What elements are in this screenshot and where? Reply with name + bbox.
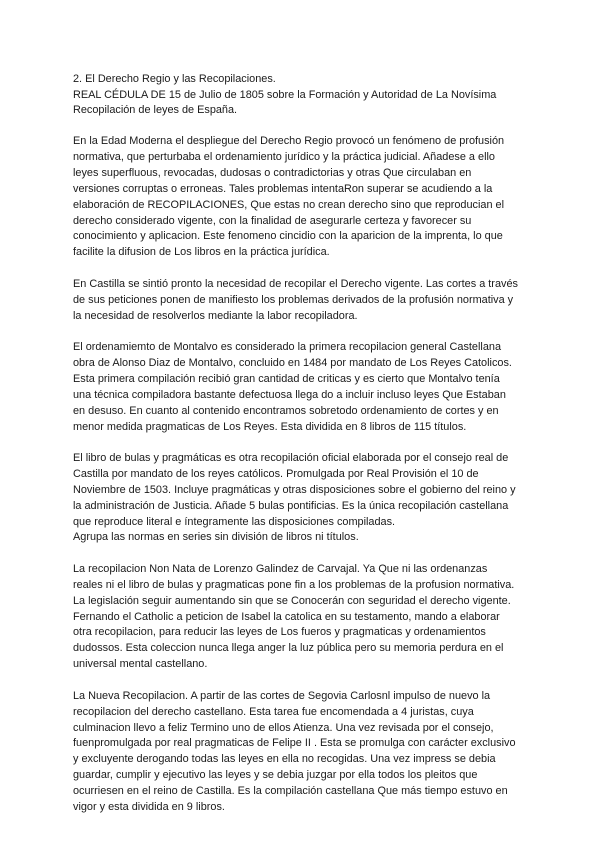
paragraph (73, 340, 540, 435)
paragraph-line: En Castilla se sintió pronto la necesidad de recopilar el Derecho vigente. Las cortes a través (73, 277, 518, 290)
section-title: 2. El Derecho Regio y las Recopilaciones. (73, 73, 276, 85)
paragraph-line: guardar, cumplir y ejecutivo las leyes y se debia juzgar por ella todos los pleitos que (73, 769, 478, 782)
paragraph-line: conocimiento y aplicacion. Este fenomeno cincidio con la aparicion de la imprenta, lo que (73, 230, 503, 243)
paragraph-line: Fernando el Catholic a peticion de Isabel la catolica en su testamento, mando a elaborar (73, 610, 500, 623)
paragraph (73, 277, 540, 325)
paragraph-line: obra de Alonso Diaz de Montalvo, concluido en 1484 por mandato de Los Reyes Catolicos. (73, 356, 512, 369)
paragraph-line: dudossos. Esta coleccion nunca llega anger la luz pública pero su memoria perdura en el (73, 642, 504, 655)
paragraph-line: fuenpromulgada por real pragmaticas de Felipe II . Esta se promulga con carácter exclusivo (73, 737, 516, 750)
paragraph-line: la necesidad de resolverlos mediante la labor recopiladora. (73, 309, 358, 322)
paragraph (73, 562, 540, 673)
paragraph-line: ocurriesen en el reino de Castilla. Es la compilación castellana Que más tiempo estuvo en (73, 785, 508, 798)
paragraph-line: facilite la difusion de Los libros en la práctica jurídica. (73, 246, 330, 259)
paragraph (73, 134, 540, 261)
paragraph-line: una técnica compiladora bastante defectuosa llega do a incluir incluso leyes Que Estaban (73, 388, 506, 401)
subtitle-line: Recopilación de leyes de España. (73, 104, 238, 116)
paragraph-line: reales ni el libro de bulas y pragmaticas pone fin a los problemas de la profusion normativa. (73, 578, 515, 591)
paragraph-line: universal mental castellano. (73, 658, 208, 671)
document-body (73, 134, 540, 816)
paragraph-line: En la Edad Moderna el despliegue del Derecho Regio provocó un fenómeno de profusión (73, 135, 505, 147)
paragraph-line: de sus peticiones ponen de manifiesto los problemas derivados de la profusión normativa y (73, 293, 514, 306)
document-heading (73, 72, 540, 119)
paragraph-line: La recopilacion Non Nata de Lorenzo Galindez de Carvajal. Ya Que ni las ordenanzas (73, 562, 488, 575)
paragraph-line: la administración de Justicia. Añade 5 bulas pontificias. Es la única recopilación castellana (73, 499, 509, 512)
paragraph-line: leyes superfluous, revocadas, dudosas o contradictorias y otras Que circulaban en (73, 166, 472, 179)
paragraph-line: derecho considerado vigente, con la finalidad de asegurarle certeza y favorecer su (73, 214, 472, 227)
paragraph-line: La Nueva Recopilacion. A partir de las cortes de Segovia Carlosnl impulso de nuevo la (73, 689, 491, 702)
paragraph-line: Agrupa las normas en series sin división de libros ni títulos. (73, 531, 359, 544)
paragraph (73, 689, 540, 816)
paragraph-line: Castilla por mandato de los reyes católicos. Promulgada por Real Provisión el 10 de (73, 467, 479, 480)
paragraph-line: versiones corruptas o erroneas. Tales problemas intentaRon superar se acudiendo a la (73, 182, 493, 195)
paragraph-line: y excluyente derogando todas las leyes en ella no recogidas. Una vez impress se debia (73, 753, 496, 766)
paragraph-line: vigor y esta dividida en 9 libros. (73, 801, 225, 814)
paragraph-line: Esta primera compilación recibió gran cantidad de criticas y es cierto que Montalvo tenía (73, 372, 500, 385)
paragraph-line: elaboración de RECOPILACIONES, Que estas no crean derecho sino que reproducian el (73, 198, 505, 211)
paragraph (73, 451, 540, 546)
paragraph-line: El libro de bulas y pragmáticas es otra recopilación oficial elaborada por el consejo real de (73, 451, 509, 464)
paragraph-line: en desuso. En cuanto al contenido encontramos sobretodo ordenamiento de cortes y en (73, 404, 499, 417)
paragraph-line: La legislación seguir aumentando sin que se Conocerán con seguridad el derecho vigente. (73, 594, 511, 607)
paragraph-line: El ordenamiemto de Montalvo es considerado la primera recopilacion general Castellana (73, 340, 501, 353)
paragraph-line: recopilacion del derecho castellano. Esta tarea fue encomendada a 4 juristas, cuya (73, 705, 474, 718)
paragraph-line: que reproduce literal e íntegramente las disposiciones compiladas. (73, 515, 396, 528)
paragraph-line: normativa, que perturbaba el ordenamiento jurídico y la práctica judicial. Añadese a ello (73, 150, 495, 163)
paragraph-line: Noviembre de 1503. Incluye pragmáticas y otras disposiciones sobre el gobierno del reino y (73, 483, 516, 496)
paragraph-line: otra recopilacion, para reducir las leyes de Los fueros y pragmaticas y ordenamientos (73, 626, 486, 639)
paragraph-line: culminacion llevo a feliz Termino uno de ellos Atienza. Una vez revisada por el consejo, (73, 721, 494, 734)
subtitle-line: REAL CÉDULA DE 15 de Julio de 1805 sobre la Formación y Autoridad de La Novísima (73, 88, 497, 101)
paragraph-line: menor medida pragmaticas de Los Reyes. Esta dividida en 8 libros de 115 títulos. (73, 420, 467, 433)
